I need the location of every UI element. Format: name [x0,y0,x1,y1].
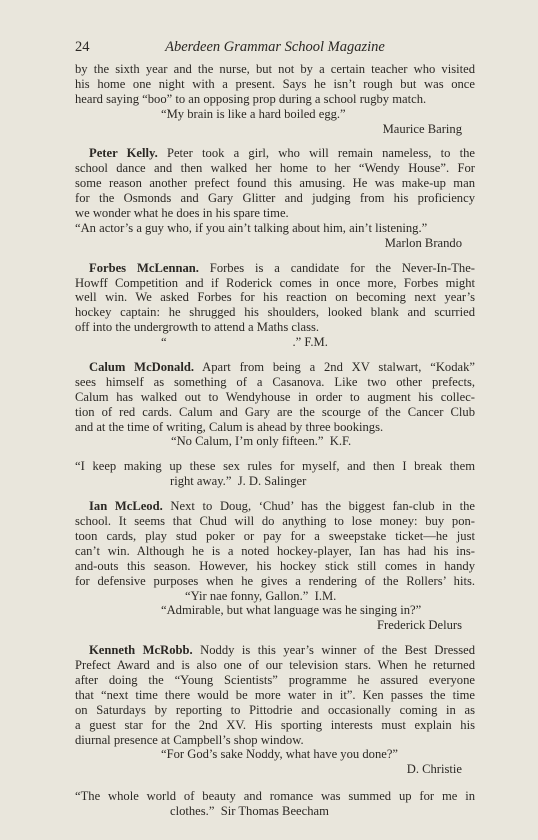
text-line: well win. We asked Forbes for his reaction on becoming next year’s [75,290,475,305]
article-body [75,62,475,819]
quote-attribution: Frederick Delurs [377,618,462,633]
text-line: and-outs this season. However, his hockey stick still comes in handy [75,558,475,573]
quote-line: “The whole world of beauty and romance was summed up for me in [75,789,475,804]
quote-line: “An actor’s a guy who, if you ain’t talking about him, ain’t listening.” [75,220,428,235]
quote-line: “Admirable, but what language was he singing in?” [161,603,422,618]
text-line: for defensive purposes when he gives a rendering of the Rollers’ hits. [75,573,475,588]
text-line: Prefect Award and is also one of our television stars. When he returned [75,658,475,673]
quote-attribution: D. Christie [406,762,462,777]
quote-line: “Yir nae fonny, Gallon.” I.M. [185,588,337,603]
text-line: Calum has walked out to Wendyhouse in order to augment his collec- [75,389,475,404]
entry-first-line: Forbes McLennan. Forbes is a candidate for the Never-In-The- [89,260,475,275]
text-line: can’t win. Although he is a noted hockey-player, Ian has had his ins- [75,543,475,558]
text-line: diurnal presence at Campbell’s shop window. [75,732,304,747]
text-line: toon cards, play stud poker or pay for a sweepstake ticket—he just [75,528,475,543]
quote-line: clothes.” Sir Thomas Beecham [170,804,329,819]
text-line: his home one night with a present. Says he isn’t rough but was once [75,76,475,91]
quote-line: “My brain is like a hard boiled egg.” [161,106,346,121]
entry-first-line: Calum McDonald. Apart from being a 2nd XV stalwart, “Kodak” [89,360,475,375]
quote-attribution: Maurice Baring [382,121,462,136]
text-line: hockey captain: he shrugged his shoulders, looked blank and scurried [75,305,475,320]
text-line: tion of red cards. Calum and Gary are the scourge of the Cancer Club [75,404,475,419]
text-line: that “next time there would be more water in it”. Ken passes the time [75,687,475,702]
running-title: Aberdeen Grammar School Magazine [165,39,385,55]
text-line: on Saturdays by reporting to Pittodrie and occasionally coming in as [75,702,475,717]
entry-first-line: Ian McLeod. Next to Doug, ‘Chud’ has the biggest fan-club in the [89,499,475,514]
prefect-name: Forbes McLennan. [89,260,199,275]
quote-line: “For God’s sake Noddy, what have you done?” [161,747,399,762]
prefect-name: Calum McDonald. [89,360,194,375]
quote-attribution: Marlon Brando [384,235,462,250]
text-line: a guest star for the 2nd XV. His sporting interests must explain his [75,717,475,732]
page-number: 24 [75,39,90,55]
text-line: school dance and then walked her home to her “Wendy House”. For [75,161,475,176]
text-line: and at the time of writing, Calum is ahead by three bookings. [75,419,384,434]
text-line: after doing the “Young Scientists” programme he assured everyone [75,672,475,687]
text-line: heard saying “boo” to an opposing prop during a school rugby match. [75,91,427,106]
quote-line: “No Calum, I’m only fifteen.” K.F. [171,434,352,449]
entry-first-line: Kenneth McRobb. Noddy is this year’s winner of the Best Dressed [89,643,475,658]
quote-line: “I keep making up these sex rules for myself, and then I break them [75,459,475,474]
text-line: school. It seems that Chud will do anything to lose money: buy pon- [75,514,475,529]
page-header [75,39,475,57]
quote-line: right away.” J. D. Salinger [170,474,307,489]
quote-line: “ .” F.M. [161,335,328,350]
text-line: some reason another prefect found this amusing. He was make-up man [75,176,475,191]
text-line: off into the undergrowth to attend a Maths class. [75,320,320,335]
entry-first-line: Peter Kelly. Peter took a girl, who will remain nameless, to the [89,146,475,161]
text-line: we wonder what he does in his spare time. [75,206,289,221]
text-line: for the Osmonds and Gary Glitter and judging from his proficiency [75,191,475,206]
text-line: sees himself as something of a Casanova. Like two other prefects, [75,374,475,389]
prefect-name: Ian McLeod. [89,499,163,514]
text-line: by the sixth year and the nurse, but not by a certain teacher who visited [75,62,475,76]
text-line: Howff Competition and if Roderick comes in once more, Forbes might [75,275,475,290]
prefect-name: Peter Kelly. [89,146,158,161]
prefect-name: Kenneth McRobb. [89,643,193,658]
